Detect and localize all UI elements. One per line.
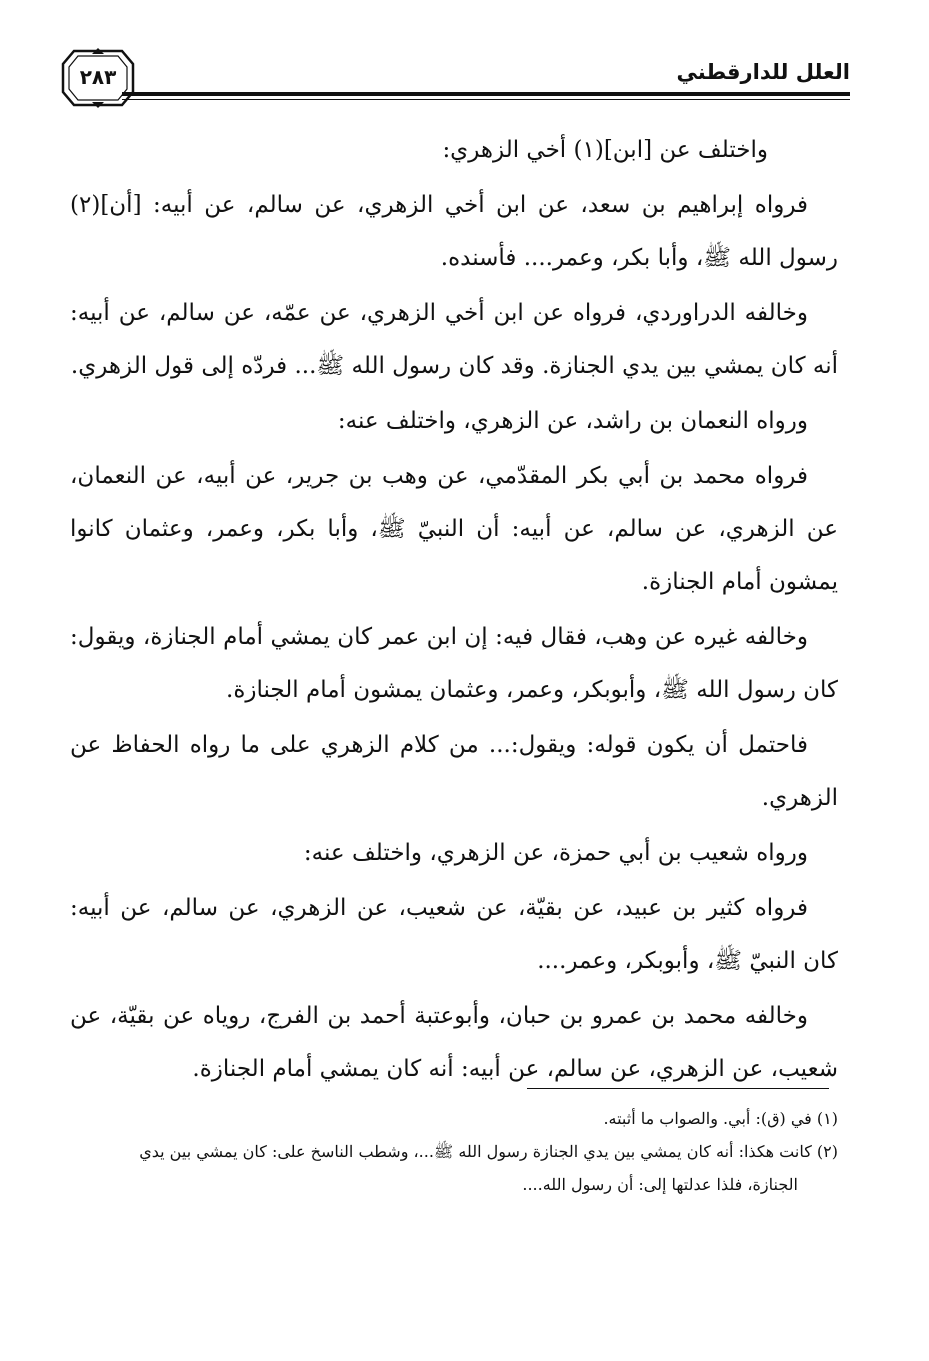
page-header <box>60 48 850 108</box>
footnote-separator <box>527 1088 829 1089</box>
footnote-continuation: الجنازة، فلذا عدلتها إلى: أن رسول الله.... <box>522 1175 798 1194</box>
page-number: ٢٨٣ <box>79 65 117 89</box>
paragraph: وخالفه محمد بن عمرو بن حبان، وأبوعتبة أحمد بن الفرج، روياه عن بقيّة، عن شعيب، عن الزهري، عن سالم، عن أبيه: أنه كان يمشي أمام الجنازة. <box>70 1003 838 1082</box>
footnote: (٢) كانت هكذا: أنه كان يمشي بين يدي الجنازة رسول الله ﷺ...، وشطب الناسخ على: كان يمشي بين يدي <box>139 1142 838 1161</box>
paragraph: فاحتمل أن يكون قوله: ويقول:... من كلام الزهري على ما رواه الحفاظ عن الزهري. <box>70 732 838 811</box>
footnotes <box>70 1102 838 1201</box>
main-text <box>70 124 838 1098</box>
header-rule-thin <box>122 99 850 100</box>
paragraph: وخالفه الدراوردي، فرواه عن ابن أخي الزهري، عن عمّه، عن سالم، عن أبيه: أنه كان يمشي بين يدي الجنازة. وقد كان رسول الله ﷺ... فردّه إلى قول الزهري. <box>70 300 838 379</box>
paragraph: فرواه كثير بن عبيد، عن بقيّة، عن شعيب، عن الزهري، عن سالم، عن أبيه: كان النبيّ ﷺ، وأبوبكر، وعمر.... <box>70 895 838 974</box>
footnote: (١) في (ق): أبي. والصواب ما أثبته. <box>603 1109 838 1128</box>
paragraph: ورواه شعيب بن أبي حمزة، عن الزهري، واختلف عنه: <box>303 840 808 866</box>
book-title: العلل للدارقطني <box>676 60 850 84</box>
paragraph: ورواه النعمان بن راشد، عن الزهري، واختلف عنه: <box>337 408 808 434</box>
paragraph: فرواه محمد بن أبي بكر المقدّمي، عن وهب بن جرير، عن أبيه، عن النعمان، عن الزهري، عن سالم، عن أبيه: أن النبيّ ﷺ، وأبا بكر، وعمر، وعثمان كانوا يمشون أمام الجنازة. <box>70 463 838 595</box>
paragraph: فرواه إبراهيم بن سعد، عن ابن أخي الزهري، عن سالم، عن أبيه: [أن](٢) رسول الله ﷺ، وأبا بكر، وعمر.... فأسنده. <box>70 192 838 271</box>
paragraph: وخالفه غيره عن وهب، فقال فيه: إن ابن عمر كان يمشي أمام الجنازة، ويقول: كان رسول الله ﷺ، وأبوبكر، وعمر، وعثمان يمشون أمام الجنازة. <box>70 624 838 703</box>
header-rule-thick <box>122 92 850 96</box>
paragraph: واختلف عن [ابن](١) أخي الزهري: <box>442 137 768 163</box>
